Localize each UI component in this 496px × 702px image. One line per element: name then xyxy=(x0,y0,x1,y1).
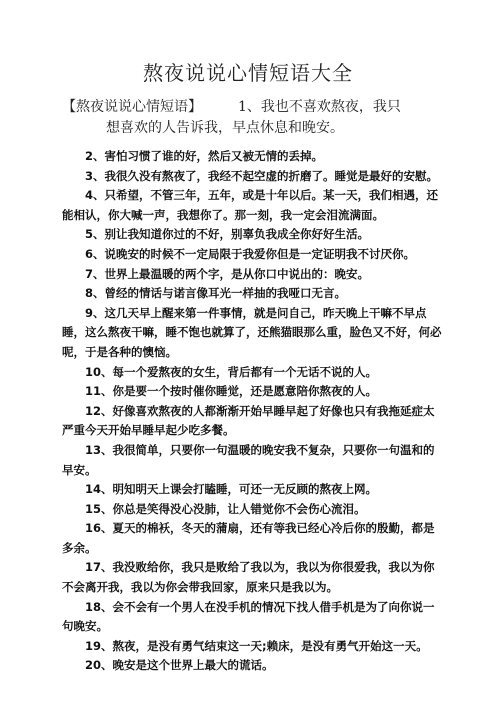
intro-tag: 【熬夜说说心情短语】 xyxy=(62,99,202,115)
document-title: 熬夜说说心情短语大全 xyxy=(143,61,353,85)
paragraph-17: 17、我没败给你，我只是败给了我以为，我以为你很爱我，我以为你不会离开我，我以为你会带我回家，原来只是我以为。 xyxy=(62,560,435,595)
paragraph-20: 20、晚安是这个世界上最大的谎话。 xyxy=(85,658,274,673)
document-body xyxy=(62,147,442,676)
paragraph-11: 11、你是要一个按时催你睡觉，还是愿意陪你熬夜的人。 xyxy=(85,384,378,399)
paragraph-16: 16、夏天的棉袄，冬天的蒲扇，还有等我已经心冷后你的殷勤，都是多余。 xyxy=(62,521,435,555)
paragraph-10: 10、每一个爱熬夜的女生，背后都有一个无话不说的人。 xyxy=(85,364,378,379)
paragraph-4: 4、只希望，不管三年，五年，或是十年以后。某一天，我们相遇，还能相认，你大喊一声，我想你了。那一刻，我一定会泪流满面。 xyxy=(62,188,438,222)
paragraph-12: 12、好像喜欢熬夜的人都渐渐开始早睡早起了好像也只有我拖延症太严重今天开始早睡早起少吃多餐。 xyxy=(62,403,435,438)
paragraph-7: 7、世界上最温暖的两个字，是从你口中说出的：晚安。 xyxy=(85,266,369,281)
paragraph-15: 15、你总是笑得没心没肺，让人错觉你不会伤心流泪。 xyxy=(85,501,366,516)
paragraph-8: 8、曾经的情话与诺言像耳光一样抽的我哑口无言。 xyxy=(85,286,346,301)
paragraph-5: 5、别让我知道你过的不好，别辜负我成全你好好生活。 xyxy=(85,227,369,242)
paragraph-14: 14、明知明天上课会打瞌睡，可还一无反顾的熬夜上网。 xyxy=(85,482,378,497)
paragraph-19: 19、熬夜，是没有勇气结束这一天;赖床，是没有勇气开始这一天。 xyxy=(85,638,428,653)
paragraph-2: 2、害怕习惯了谁的好，然后又被无情的丢掉。 xyxy=(85,149,323,163)
paragraph-6: 6、说晚安的时候不一定局限于我爱你但是一定证明我不讨厌你。 xyxy=(85,246,415,261)
paragraph-3: 3、我很久没有熬夜了，我经不起空虚的折磨了。睡觉是最好的安慰。 xyxy=(85,168,438,183)
intro-line-1 xyxy=(62,97,442,118)
paragraph-13: 13、我很简单，只要你一句温暖的晚安我不复杂，只要你一句温和的早安。 xyxy=(62,442,435,477)
intro-block xyxy=(62,97,442,139)
paragraph-9: 9、这几天早上醒来第一件事情，就是问自己，昨天晚上干嘛不早点睡，这么熬夜干嘛，睡不饱也就算了，还熊猫眼那么重，脸色又不好，何必呢，于是各种的懊恼。 xyxy=(62,305,442,359)
intro-first: 1、我也不喜欢熬夜，我只 xyxy=(238,99,401,115)
paragraph-18: 18、会不会有一个男人在没手机的情况下找人借手机是为了向你说一句晚安。 xyxy=(62,599,435,634)
intro-line-2: 想喜欢的人告诉我，早点休息和晚安。 xyxy=(106,120,344,136)
